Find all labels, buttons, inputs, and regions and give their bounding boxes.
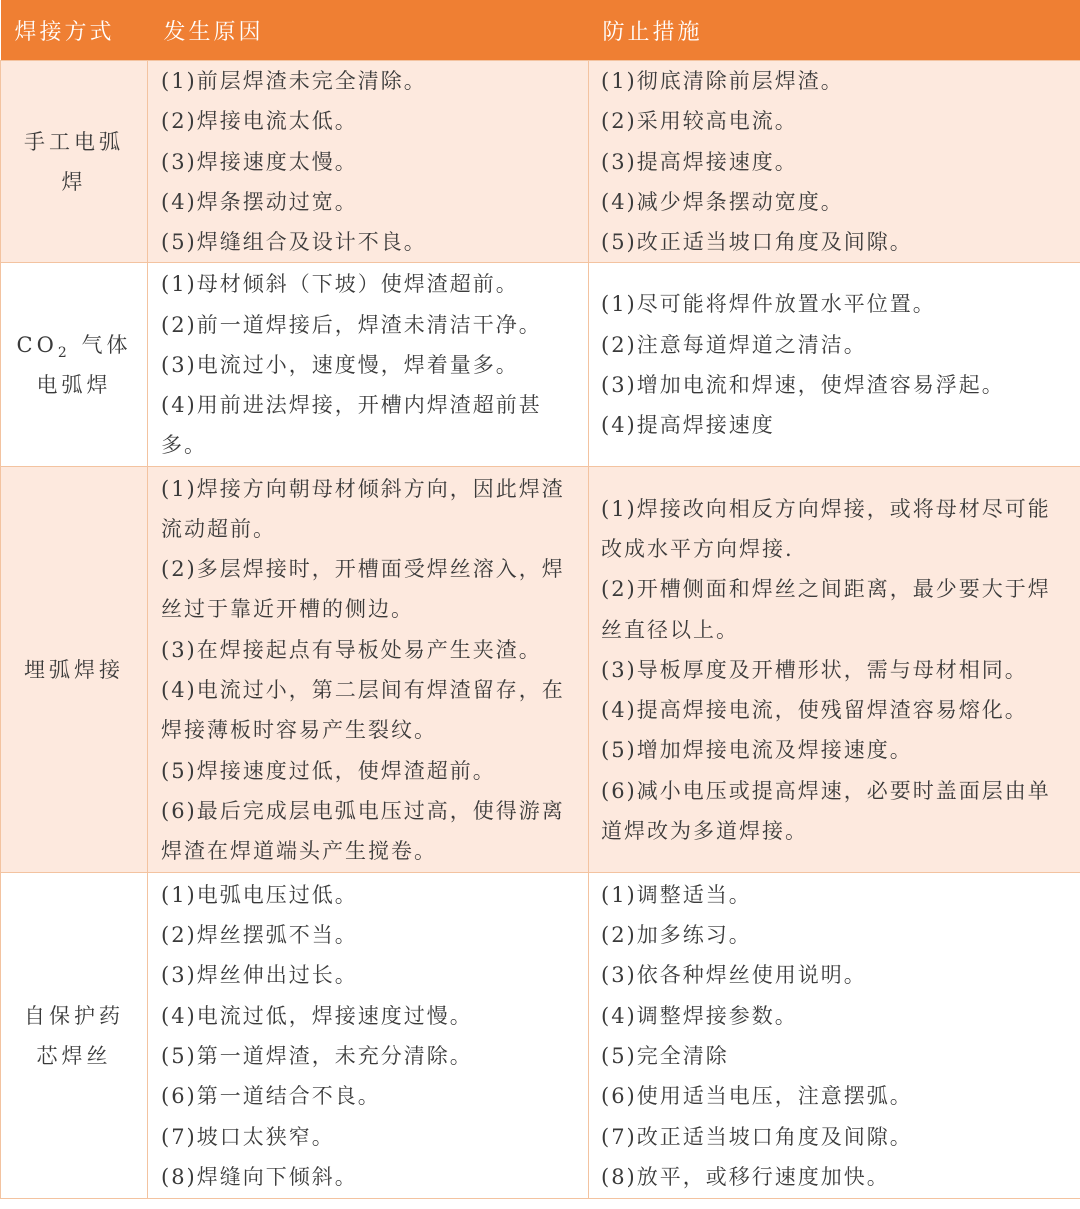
co2-suffix: 气体	[70, 332, 132, 357]
cause-item: (1)焊接方向朝母材倾斜方向，因此焊渣流动超前。	[161, 476, 565, 541]
prevention-cell	[589, 467, 1080, 873]
method-cell	[1, 263, 148, 467]
co2-subscript: 2	[57, 345, 71, 362]
prevention-item: (3)增加电流和焊速，使焊渣容易浮起。	[601, 372, 1005, 397]
table-row	[1, 61, 1080, 263]
cause-item: (4)用前进法焊接，开槽内焊渣超前甚多。	[161, 393, 542, 458]
prevention-item: (7)改正适当坡口角度及间隙。	[601, 1124, 913, 1149]
prevention-cell	[589, 873, 1080, 1199]
prevention-item: (2)注意每道焊道之清洁。	[601, 332, 867, 357]
header-prevention: 防止措施	[589, 0, 1080, 61]
prevention-item: (5)改正适当坡口角度及间隙。	[601, 230, 913, 255]
cause-item: (8)焊缝向下倾斜。	[161, 1164, 358, 1189]
table-row	[1, 263, 1080, 467]
cause-item: (2)焊丝摆弧不当。	[161, 923, 358, 948]
prevention-item: (6)使用适当电压，注意摆弧。	[601, 1084, 913, 1109]
prevention-item: (5)完全清除	[601, 1043, 729, 1068]
method-line: 芯焊丝	[36, 1043, 112, 1068]
cause-item: (3)焊丝伸出过长。	[161, 963, 358, 988]
prevention-item: (1)调整适当。	[601, 882, 752, 907]
table-row	[1, 467, 1080, 873]
cause-item: (4)电流过小，第二层间有焊渣留存，在焊接薄板时容易产生裂纹。	[161, 677, 565, 743]
header-method: 焊接方式	[1, 0, 148, 61]
cause-item: (3)电流过小，速度慢，焊着量多。	[161, 352, 519, 377]
prevention-item: (8)放平，或移行速度加快。	[601, 1164, 890, 1189]
prevention-item: (2)开槽侧面和焊丝之间距离，最少要大于焊丝直径以上。	[601, 577, 1051, 642]
prevention-item: (4)减少焊条摆动宽度。	[601, 189, 844, 214]
prevention-item: (4)提高焊接电流，使残留焊渣容易熔化。	[601, 698, 1028, 723]
method-cell	[1, 61, 148, 263]
prevention-item: (1)尽可能将焊件放置水平位置。	[601, 292, 936, 317]
cause-item: (5)第一道焊渣，未充分清除。	[161, 1043, 473, 1068]
prevention-item: (2)加多练习。	[601, 923, 752, 948]
cause-item: (7)坡口太狭窄。	[161, 1124, 335, 1149]
method-cell	[1, 873, 148, 1199]
cause-item: (3)在焊接起点有导板处易产生夹渣。	[161, 637, 542, 662]
table-row	[1, 873, 1080, 1199]
method-line: 焊	[61, 169, 87, 194]
prevention-item: (3)提高焊接速度。	[601, 149, 798, 174]
prevention-item: (1)彻底清除前层焊渣。	[601, 69, 844, 93]
cause-item: (5)焊缝组合及设计不良。	[161, 230, 427, 255]
prevention-item: (1)焊接改向相反方向焊接，或将母材尽可能改成水平方向焊接.	[601, 496, 1051, 561]
prevention-item: (3)依各种焊丝使用说明。	[601, 963, 867, 988]
cause-item: (1)母材倾斜（下坡）使焊渣超前。	[161, 272, 519, 297]
prevention-item: (4)调整焊接参数。	[601, 1003, 798, 1028]
cause-item: (4)电流过低，焊接速度过慢。	[161, 1003, 473, 1028]
cause-item: (4)焊条摆动过宽。	[161, 189, 358, 214]
cause-item: (3)焊接速度太慢。	[161, 149, 358, 174]
method-line: 手工电弧	[24, 129, 124, 154]
cause-item: (1)电弧电压过低。	[161, 882, 358, 907]
prevention-item: (4)提高焊接速度	[601, 413, 775, 438]
prevention-item: (6)减小电压或提高焊速，必要时盖面层由单道焊改为多道焊接。	[601, 778, 1051, 844]
method-line-co2	[15, 325, 133, 365]
header-cause: 发生原因	[148, 0, 589, 61]
cause-item: (2)前一道焊接后，焊渣未清洁干净。	[161, 312, 542, 337]
method-line: 自保护药	[24, 1003, 124, 1028]
method-line: 电弧焊	[36, 372, 112, 397]
cause-cell	[148, 873, 589, 1199]
cause-item: (6)第一道结合不良。	[161, 1084, 381, 1109]
co2-prefix: CO	[16, 332, 58, 357]
method-line: 埋弧焊接	[24, 657, 124, 682]
method-cell	[1, 467, 148, 873]
cause-item: (5)焊接速度过低，使焊渣超前。	[161, 758, 496, 783]
prevention-item: (2)采用较高电流。	[601, 109, 798, 134]
cause-cell	[148, 467, 589, 873]
cause-cell	[148, 61, 589, 263]
cause-item: (1)前层焊渣未完全清除。	[161, 69, 427, 93]
cause-cell	[148, 263, 589, 467]
prevention-cell	[589, 61, 1080, 263]
prevention-item: (5)增加焊接电流及焊接速度。	[601, 738, 913, 763]
prevention-item: (3)导板厚度及开槽形状，需与母材相同。	[601, 657, 1028, 682]
cause-item: (6)最后完成层电弧电压过高，使得游离焊渣在焊道端头产生搅卷。	[161, 798, 565, 864]
table-header-row	[1, 0, 1080, 61]
cause-item: (2)焊接电流太低。	[161, 109, 358, 134]
prevention-cell	[589, 263, 1080, 467]
cause-item: (2)多层焊接时，开槽面受焊丝溶入，焊丝过于靠近开槽的侧边。	[161, 557, 565, 622]
